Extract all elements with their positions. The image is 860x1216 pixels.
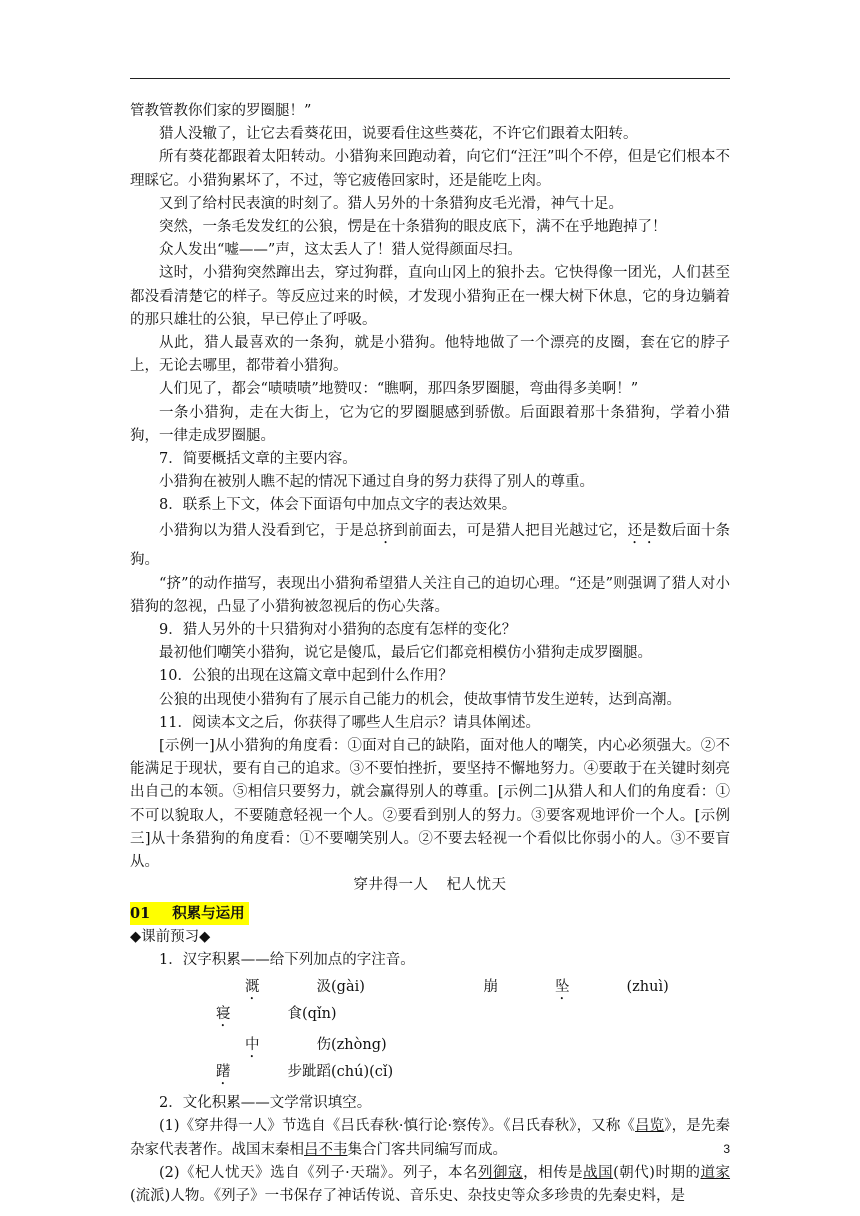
question-8-quote	[130, 518, 730, 573]
pinyin-item: 寝 食(qǐn)	[216, 1006, 337, 1023]
question-8: 8．联系上下文，体会下面语句中加点文字的表达效果。	[159, 497, 517, 514]
story-paragraph: 从此，猎人最喜欢的一条狗，就是小猎狗。他特地做了一个漂亮的皮圈，套在它的脖子上，无论去哪里，都带着小猎狗。	[130, 335, 730, 375]
answer-10: 公狼的出现使小猎狗有了展示自己能力的机会，使故事情节发生逆转，达到高潮。	[159, 691, 681, 708]
pinyin-item: 中 伤(zhòng)	[245, 1037, 387, 1054]
answer-7: 小猎狗在被别人瞧不起的情况下通过自身的努力获得了别人的尊重。	[159, 474, 594, 491]
culture-item-2: (2)《杞人忧天》选自《列子·天瑞》。列子，本名列御寇，相传是战国(朝代)时期的道家(流派)人物。《列子》一书保存了神话传说、音乐史、杂技史等众多珍贵的先秦史料，是	[130, 1164, 731, 1204]
section-highlight	[130, 902, 249, 925]
section-label: 积累与运用	[172, 904, 245, 922]
story-paragraph: 人们见了，都会“啧啧啧”地赞叹：“瞧啊，那四条罗圈腿，弯曲得多美啊！”	[159, 381, 639, 398]
story-paragraph: 众人发出“嘘——”声，这太丢人了！猎人觉得颜面尽扫。	[159, 242, 522, 259]
question-2: 2．文化积累——文学常识填空。	[159, 1095, 372, 1112]
dotted-char: 还是	[627, 522, 657, 539]
quote-text: 数后面十条狗。	[130, 522, 731, 568]
answer-underline: 吕不韦	[304, 1141, 348, 1158]
quote-text: 小猎狗以为猎人没看到它，于是总	[159, 522, 379, 539]
answer-underline: 列御寇	[478, 1164, 524, 1181]
story-paragraph: 又到了给村民表演的时刻了。猎人另外的十条猎狗皮毛光滑，神气十足。	[159, 195, 623, 212]
answer-8: “挤”的动作描写，表现出小猎狗希望猎人关注自己的迫切心理。“还是”则强调了猎人对小猎狗的忽视，凸显了小猎狗被忽视后的伤心失落。	[130, 575, 730, 615]
answer-9: 最初他们嘲笑小猎狗，说它是傻瓜，最后它们都竞相模仿小猎狗走成罗圈腿。	[159, 645, 652, 662]
title-part: 杞人忧天	[446, 877, 507, 894]
title-part: 穿井得一人	[353, 877, 429, 894]
pinyin-item: 躇 步跐蹈(chú)(cǐ)	[216, 1064, 394, 1081]
section-heading	[130, 902, 730, 926]
dotted-char: 挤	[378, 522, 394, 539]
story-paragraph: 突然，一条毛发发红的公狼，愣是在十条猎狗的眼皮底下，满不在乎地跑掉了！	[159, 219, 667, 236]
pinyin-row	[130, 976, 730, 1030]
answer-11: [示例一]从小猎狗的角度看：①面对自己的缺陷，面对他人的嘲笑，内心必须强大。②不能满足于现状，要有自己的追求。③不要怕挫折，要坚持不懈地努力。④要敢于在关键时刻亮出自己的本领。⑤相信只要努力，就会赢得别人的尊重。[示例二]从猎人和人们的角度看：①不可以貌取人，不要随意轻视一个人。②要看到别人的努力。③要客观地评价一个人。[示例三]从十条猎狗的角度看：①不要嘲笑别人。②不要去轻视一个看似比你弱小的人。③不要盲从。	[130, 738, 730, 871]
section-number: 01	[130, 904, 151, 922]
story-paragraph: 一条小猎狗，走在大街上，它为它的罗圈腿感到骄傲。后面跟着那十条猎狗，学着小猎狗，一律走成罗圈腿。	[130, 404, 730, 444]
question-9: 9．猎人另外的十只猎狗对小猎狗的态度有怎样的变化？	[159, 622, 517, 639]
header-rule	[130, 78, 730, 79]
pinyin-item: 崩 坠 (zhuì)	[483, 979, 669, 996]
preview-label: ◆课前预习◆	[130, 928, 211, 945]
story-paragraph: 管教管教你们家的罗圈腿！”	[130, 103, 312, 119]
question-7: 7．简要概括文章的主要内容。	[159, 451, 357, 468]
page-number: 3	[723, 1142, 730, 1156]
story-paragraph: 猎人没辙了，让它去看葵花田，说要看住这些葵花，不许它们跟着太阳转。	[159, 126, 638, 143]
answer-underline: 吕览	[635, 1118, 665, 1135]
question-11: 11．阅读本文之后，你获得了哪些人生启示？请具体阐述。	[159, 714, 540, 731]
page-body	[130, 100, 730, 1208]
answer-underline: 战国	[583, 1164, 614, 1181]
story-paragraph: 这时，小猎狗突然蹿出去，穿过狗群，直向山冈上的狼扑去。它快得像一团光，人们甚至都没看清楚它的样子。等反应过来的时候，才发现小猎狗正在一棵大树下休息，它的身边躺着的那只雄壮的公狼，早已停止了呼吸。	[130, 265, 730, 328]
answer-underline: 道家	[700, 1164, 731, 1181]
story-paragraph: 所有葵花都跟着太阳转动。小猎狗来回跑动着，向它们“汪汪”叫个不停，但是它们根本不理睬它。小猎狗累坏了，不过，等它疲倦回家时，还是能吃上肉。	[130, 149, 730, 189]
lesson-title	[130, 874, 730, 897]
pinyin-item: 溉 汲(gài)	[245, 979, 365, 996]
culture-item-1: (1)《穿井得一人》节选自《吕氏春秋·慎行论·察传》。《吕氏春秋》，又称《吕览》，是先秦杂家代表著作。战国末秦相吕不韦集合门客共同编写而成。	[130, 1118, 730, 1158]
quote-text: 到前面去，可是猎人把目光越过它，	[393, 522, 628, 539]
question-1: 1．汉字积累——给下列加点的字注音。	[159, 951, 415, 968]
question-10: 10．公狼的出现在这篇文章中起到什么作用？	[159, 668, 453, 685]
pinyin-row	[130, 1034, 730, 1088]
